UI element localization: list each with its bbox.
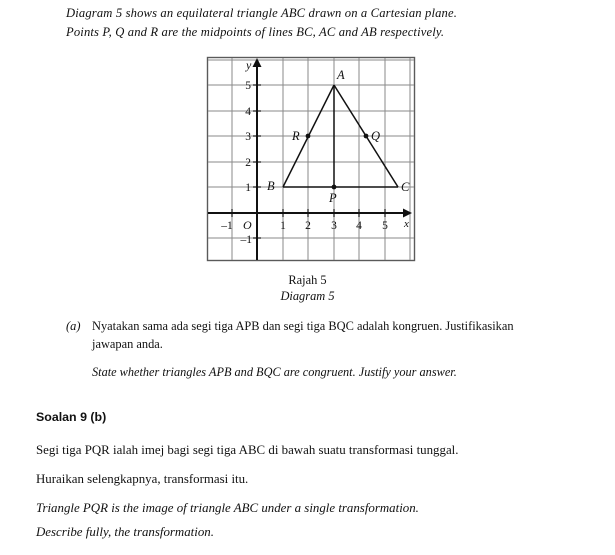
question-stem [66,4,588,42]
svg-text:4: 4 [356,220,362,232]
label-q: Q [371,129,381,143]
label-p: P [329,191,337,205]
stem-line-2: Points P, Q and R are the midpoints of lines BC, AC and AB respectively. [66,25,445,40]
part-a-malay-line-1: Nyatakan sama ada segi tiga APB dan segi tiga BQC adalah kongruen. Justifikasikan [92,319,514,333]
point-p-dot [332,185,337,190]
part-a-english: State whether triangles APB and BQC are congruent. Justify your answer. [92,364,457,379]
question-part-a [66,318,594,382]
part-a-marker: (a) [66,319,81,333]
part-a-row [66,318,594,354]
part-b-malay-line-1: Segi tiga PQR ialah imej bagi segi tiga ABC di bawah suatu transformasi tunggal. [36,443,459,457]
svg-text:1: 1 [245,182,251,194]
label-b: B [267,179,275,193]
part-a-malay [92,318,594,354]
origin-label: O [243,218,252,232]
point-q-dot [364,134,369,139]
label-r: R [292,129,300,143]
stem-line-1: Diagram 5 shows an equilateral triangle ABC drawn on a Cartesian plane. [66,6,458,20]
svg-text:2: 2 [305,220,311,232]
svg-text:3: 3 [245,131,251,143]
caption-english: Diagram 5 [280,289,335,304]
soalan-heading: Soalan 9 (b) [36,410,107,424]
part-b-english-line-1: Triangle PQR is the image of triangle ABC under a single transformation. [36,500,419,515]
caption-malay: Rajah 5 [288,273,327,287]
point-r-dot [306,134,311,139]
svg-text:3: 3 [331,220,337,232]
svg-text:5: 5 [382,220,388,232]
question-part-b [36,444,596,539]
svg-text:5: 5 [245,80,251,92]
svg-text:–1: –1 [221,220,233,232]
svg-text:4: 4 [245,106,251,118]
diagram-svg [205,55,417,263]
part-b-malay-line-2: Huraikan selengkapnya, transformasi itu. [36,471,249,486]
cartesian-plane-figure [205,55,417,263]
part-a-malay-line-2: jawapan anda. [92,336,163,351]
svg-text:2: 2 [245,157,251,169]
svg-text:–1: –1 [240,234,252,246]
part-b-english-line-2: Describe fully, the transformation. [36,524,214,539]
label-c: C [401,180,410,194]
y-axis-label: y [246,58,252,72]
svg-text:1: 1 [280,220,286,232]
label-a: A [337,68,345,82]
x-axis-label: x [404,218,409,230]
figure-caption [0,272,615,305]
